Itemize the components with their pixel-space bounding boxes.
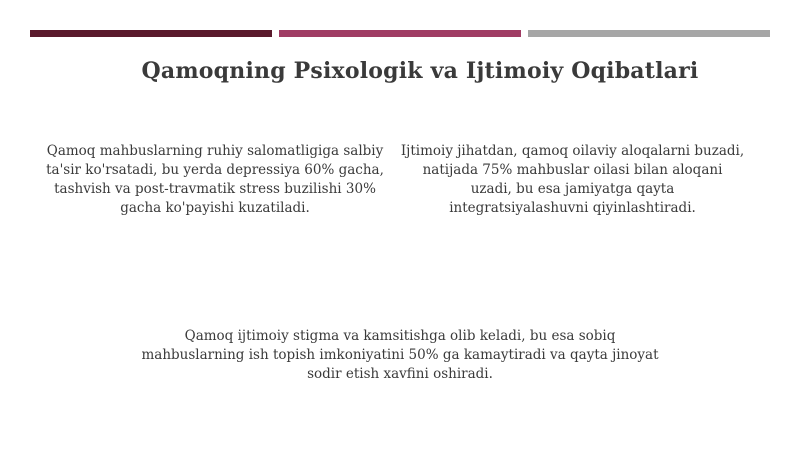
accent-bar-gray bbox=[528, 30, 770, 37]
accent-bar-dark bbox=[30, 30, 272, 37]
slide-title: Qamoqning Psixologik va Ijtimoiy Oqibatlari bbox=[141, 58, 699, 84]
paragraph-stigma: Qamoq ijtimoiy stigma va kamsitishga olib keladi, bu esa sobiq mahbuslarning ish topish imkoniyatini 50% ga kamaytiradi va qayta jinoyat sodir etish xavfini oshiradi. bbox=[141, 328, 659, 382]
accent-bar-magenta bbox=[279, 30, 521, 37]
paragraph-social: Ijtimoiy jihatdan, qamoq oilaviy aloqalarni buzadi, natijada 75% mahbuslar oilasi bilan aloqani uzadi, bu esa jamiyatga qayta integratsiyalashuvni qiyinlashtiradi. bbox=[400, 143, 745, 216]
paragraph-psychological: Qamoq mahbuslarning ruhiy salomatligiga salbiy ta'sir ko'rsatadi, bu yerda depressiya 60% gacha, tashvish va post-travmatik stress buzilishi 30% gacha ko'payishi kuzatiladi. bbox=[46, 143, 384, 216]
